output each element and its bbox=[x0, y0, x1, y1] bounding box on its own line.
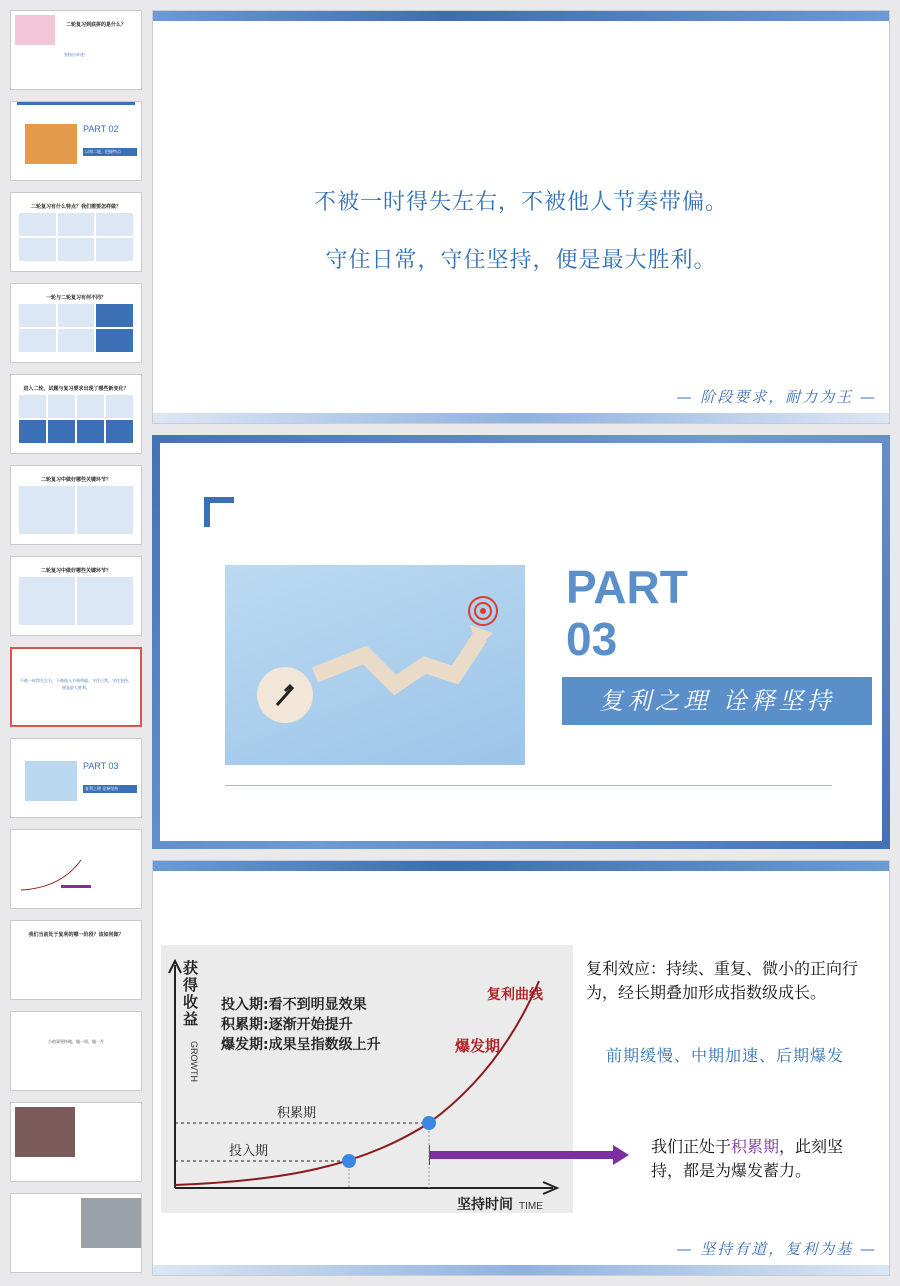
part-label: PART bbox=[566, 561, 688, 613]
thumbnail-table bbox=[19, 304, 133, 352]
thumbnail-image bbox=[25, 761, 77, 801]
thumbnail-title: 二轮复习到底拼的是什么？ bbox=[65, 22, 126, 28]
thumbnail-title: 一轮与二轮复习有何不同？ bbox=[45, 295, 106, 301]
slide-thumbnail-1[interactable] bbox=[10, 10, 142, 90]
slide-thumbnail-panel bbox=[0, 0, 150, 1286]
thumbnail-image bbox=[81, 1198, 141, 1248]
slide-thumbnail-5[interactable] bbox=[10, 374, 142, 454]
slide-thumbnail-13[interactable] bbox=[10, 1102, 142, 1182]
arrow-illustration bbox=[225, 565, 525, 765]
thumbnail-image bbox=[25, 124, 77, 164]
slide-thumbnail-7[interactable] bbox=[10, 556, 142, 636]
slide-section-title[interactable] bbox=[152, 435, 890, 849]
note-prefix: 我们正处于 bbox=[651, 1137, 732, 1156]
slide-canvas bbox=[160, 443, 882, 841]
thumbnail-chart bbox=[11, 830, 142, 909]
marker-accumulate bbox=[422, 1116, 436, 1130]
y-axis-label-char: 获 bbox=[183, 959, 199, 977]
note-highlight: 积累期 bbox=[731, 1137, 780, 1156]
legend-line-burst: 爆发期:成果呈指数级上升 bbox=[221, 1037, 381, 1053]
slide-thumbnail-14[interactable] bbox=[10, 1193, 142, 1273]
part-heading bbox=[566, 561, 688, 665]
phase-label-burst: 爆发期 bbox=[455, 1037, 501, 1055]
quote-line-2: 守住日常，守住坚持，便是最大胜利。 bbox=[325, 248, 717, 273]
slide-quote[interactable] bbox=[152, 10, 890, 424]
thumbnail-image bbox=[15, 1107, 75, 1157]
x-axis-label: 坚持时间 bbox=[457, 1197, 513, 1213]
slide-thumbnail-6[interactable] bbox=[10, 465, 142, 545]
thumbnail-table bbox=[19, 395, 133, 443]
thumbnail-title: 进入二轮，试题与复习要求出现了哪些新变化？ bbox=[23, 386, 129, 392]
thumbnail-table bbox=[19, 213, 133, 261]
compound-growth-chart bbox=[161, 945, 573, 1213]
slide-footer: — 坚持有道，复利为基 — bbox=[676, 1240, 877, 1258]
curve-title: 复利曲线 bbox=[487, 987, 543, 1003]
y-axis-label-char: 收 bbox=[183, 993, 199, 1011]
slide-thumbnail-12[interactable] bbox=[10, 1011, 142, 1091]
slide-thumbnail-2[interactable] bbox=[10, 101, 142, 181]
slide-bottom-bar bbox=[153, 1265, 889, 1275]
thumbnail-topbar bbox=[17, 102, 135, 105]
thumbnail-table bbox=[19, 577, 133, 625]
current-stage-note bbox=[651, 1135, 851, 1183]
thumbnail-title: 二轮复习中做好哪些关键环节？ bbox=[40, 477, 111, 483]
thumbnail-subtitle: 以和二轮，把握特点 bbox=[83, 148, 137, 156]
thumbnail-subtitle: 复利之理 诠释坚持 bbox=[83, 785, 137, 793]
thumbnail-title: 二轮复习中做好哪些关键环节？ bbox=[40, 568, 111, 574]
slide-thumbnail-8[interactable] bbox=[10, 647, 142, 727]
y-axis-label-char: 益 bbox=[183, 1010, 199, 1028]
slide-top-bar bbox=[153, 11, 889, 21]
corner-bracket-decoration bbox=[204, 497, 234, 527]
x-axis-label-en: TIME bbox=[519, 1201, 543, 1212]
slide-thumbnail-9[interactable] bbox=[10, 738, 142, 818]
y-axis-label-en: GROWTH bbox=[189, 1041, 199, 1082]
growth-arrow-photo bbox=[225, 565, 525, 765]
slide-thumbnail-3[interactable] bbox=[10, 192, 142, 272]
y-axis-label-vertical bbox=[183, 959, 198, 1028]
thumbnail-image bbox=[15, 15, 55, 45]
thumbnail-body: 小的事坚持做，做一周，做一月 bbox=[48, 1039, 104, 1044]
slide-thumbnail-10[interactable] bbox=[10, 829, 142, 909]
section-subtitle-banner: 复利之理 诠释坚持 bbox=[562, 677, 872, 725]
thumbnail-table bbox=[19, 486, 133, 534]
quote-line-1: 不被一时得失左右，不被他人节奏带偏。 bbox=[313, 190, 728, 215]
thumbnail-title: 我们当前处于复利的哪一阶段？该如何做？ bbox=[28, 932, 124, 938]
slide-compound-curve[interactable] bbox=[152, 860, 890, 1276]
legend-line-accumulate: 积累期:逐渐开始提升 bbox=[221, 1017, 353, 1033]
phase-summary: 前期缓慢、中期加速、后期爆发 bbox=[606, 1046, 845, 1065]
slide-top-bar bbox=[153, 861, 889, 871]
part-number: 03 bbox=[566, 613, 618, 665]
slide-bottom-bar bbox=[153, 413, 889, 423]
note-suffix: ，此刻坚持，都是为爆发蓄力。 bbox=[651, 1137, 844, 1180]
thumbnail-part: PART 03 bbox=[83, 761, 119, 771]
legend-line-invest: 投入期:看不到明显效果 bbox=[221, 997, 367, 1013]
y-axis-label-char: 得 bbox=[183, 976, 199, 994]
chart-svg bbox=[161, 945, 573, 1213]
thumbnail-title: 二轮复习有什么特点？我们需要怎样做？ bbox=[30, 204, 121, 210]
phase-label-invest: 投入期 bbox=[229, 1144, 269, 1159]
thumbnail-body: 不被一时得失左右，不被他人节奏带偏。守住日常，守住坚持，便是最大胜利。 bbox=[20, 678, 132, 690]
slide-thumbnail-4[interactable] bbox=[10, 283, 142, 363]
phase-label-accumulate: 积累期 bbox=[277, 1106, 317, 1121]
divider-line bbox=[225, 785, 832, 786]
marker-invest bbox=[342, 1154, 356, 1168]
compound-effect-description: 复利效应：持续、重复、微小的正向行为，经长期叠加形成指数级成长。 bbox=[586, 959, 859, 1002]
slide-thumbnail-11[interactable] bbox=[10, 920, 142, 1000]
thumbnail-part: PART 02 bbox=[83, 124, 119, 134]
thumbnail-body: 坚持出奇迹！ bbox=[64, 52, 88, 57]
purple-arrow bbox=[429, 1143, 629, 1167]
slide-footer: — 阶段要求，耐力为王 — bbox=[676, 388, 877, 406]
